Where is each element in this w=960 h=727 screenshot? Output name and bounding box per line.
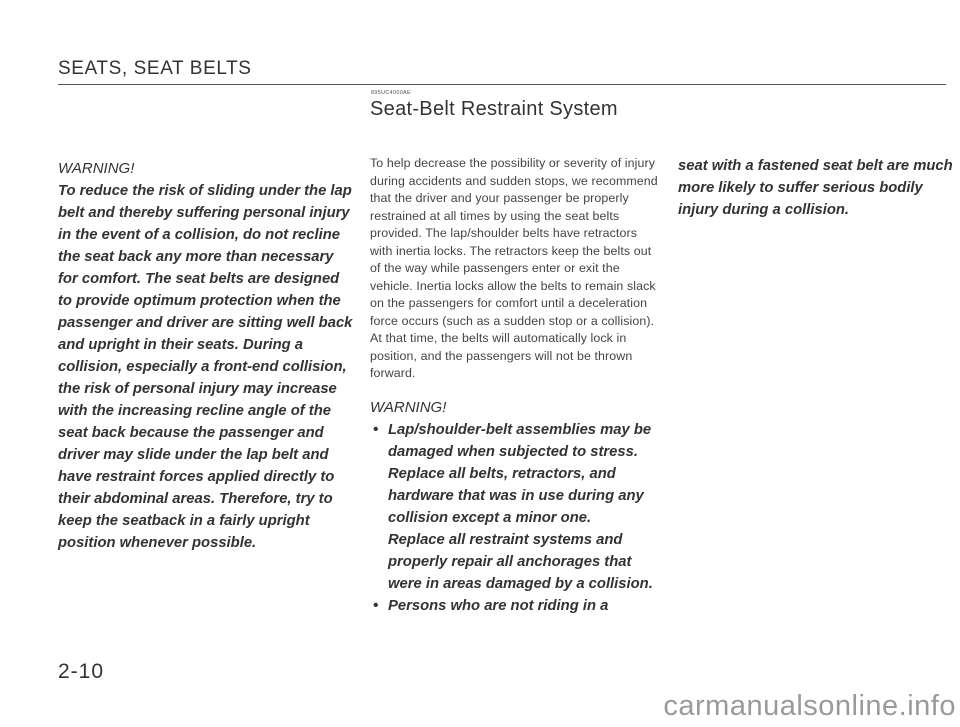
bullet-marker: •	[373, 421, 379, 438]
middle-column	[370, 155, 662, 617]
warning-title: WARNING!	[58, 160, 135, 177]
left-column	[58, 158, 353, 554]
continued-warning-text: seat with a fastened seat belt are much more likely to suffer serious bodily injury during a collision.	[678, 158, 953, 218]
body-paragraph: To help decrease the possibility or severity of injury during accidents and sudden stops, we recommend that the driver and your passenger be properly restrained at all times by using the seat belts provided. The lap/shoulder belts have retractors with inertia locks. The retractors keep the belts out of the way while passengers enter or exit the vehicle. Inertia locks allow the belts to remain slack on the passengers for comfort until a deceleration force occurs (such as a sudden stop or a collision). At that time, the belts will automatically lock in position, and the passengers will not be thrown forward.	[370, 156, 658, 380]
page-heading: Seat-Belt Restraint System	[370, 98, 618, 120]
list-item	[370, 595, 662, 617]
page-number: 2-10	[58, 660, 105, 683]
watermark: carmanualsonline.info	[663, 690, 956, 722]
warning-text: To reduce the risk of sliding under the lap belt and thereby suffering personal injury in the event of a collision, do not recline the seat back any more than necessary for comfort. The seat belts are designed to provide optimum protection when the passenger and driver are sitting well back and upright in their seats. During a collision, especially a front-end collision, the risk of personal injury may increase with the increasing recline angle of the seat back because the passenger and driver may slide under the lap belt and have restraint forces applied directly to their abdominal areas. Therefore, try to keep the seatback in a fairly upright position whenever possible.	[58, 183, 353, 551]
bullet-marker: •	[373, 597, 379, 614]
header-rule	[58, 84, 946, 85]
list-item-text: Lap/shoulder-belt assemblies may be damaged when subjected to stress. Replace all belts, retractors, and hardware that was in use during any collision except a minor one.	[388, 421, 652, 526]
list-item-extra: Replace all restraint systems and properly repair all anchorages that were in areas damaged by a collision.	[388, 531, 653, 592]
warning-list	[370, 419, 662, 617]
list-item	[370, 419, 662, 595]
warning-title: WARNING!	[370, 398, 447, 416]
section-title: SEATS, SEAT BELTS	[58, 58, 252, 79]
right-column	[678, 155, 958, 221]
document-code: 895UC4000AE	[371, 90, 411, 96]
list-item-text: Persons who are not riding in a	[388, 597, 609, 614]
